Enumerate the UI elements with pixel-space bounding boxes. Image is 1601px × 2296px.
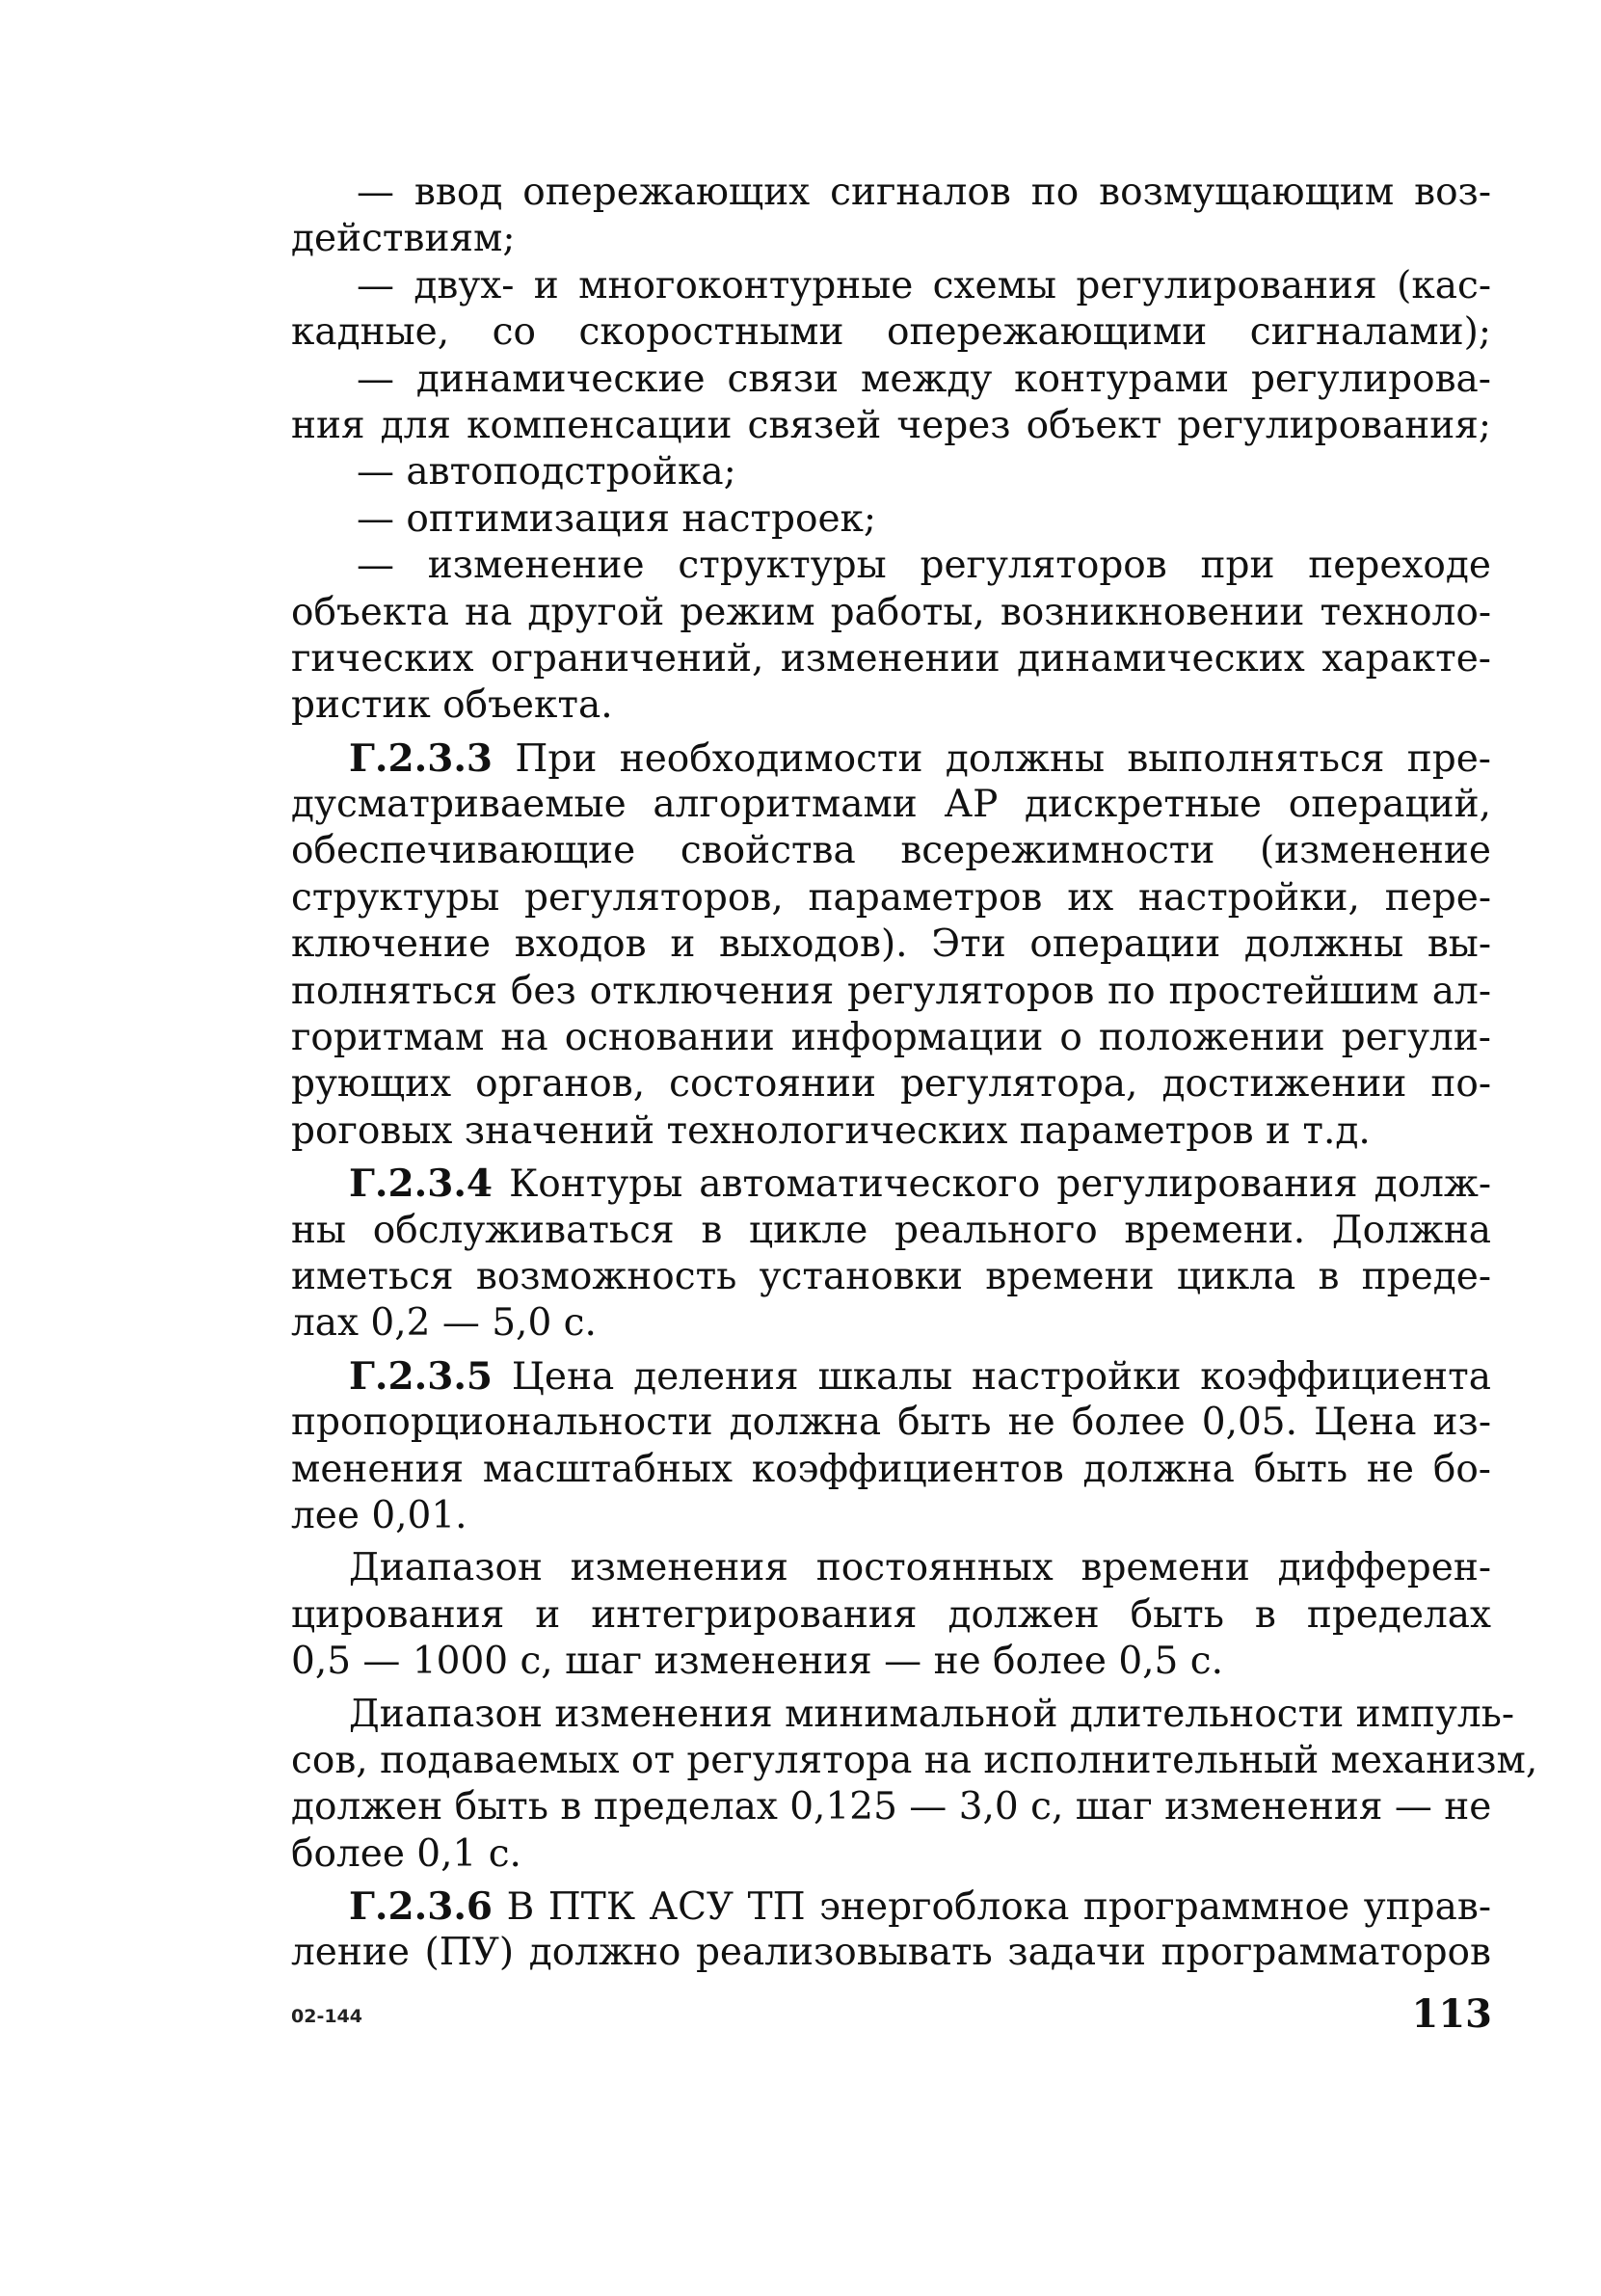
text-line: дусматриваемые алгоритмами АР дискретные операций, — [291, 783, 1491, 827]
text-line: Диапазон изменения минимальной длительности импуль- — [349, 1692, 1515, 1736]
section-number: Г.2.3.4 — [349, 1161, 494, 1207]
text-line: — двух- и многоконтурные схемы регулирования (кас- — [357, 263, 1491, 307]
paragraph-first-line — [291, 1353, 1491, 1400]
text-line: структуры регуляторов, параметров их настройки, пере- — [291, 875, 1491, 920]
text-line: пропорциональности должна быть не более 0,05. Цена из- — [291, 1401, 1491, 1445]
text-line: лее 0,01. — [291, 1493, 467, 1537]
text-line: гических ограничений, изменении динамических характе- — [291, 636, 1491, 681]
text-line: Диапазон изменения постоянных времени дифферен- — [349, 1546, 1491, 1590]
text-line: 0,5 — 1000 с, шаг изменения — не более 0,5 с. — [291, 1640, 1224, 1684]
text-line: ключение входов и выходов). Эти операции должны вы- — [291, 922, 1491, 967]
text-line: более 0,1 с. — [291, 1831, 521, 1876]
text-line: кадные, со скоростными опережающими сигналами); — [291, 310, 1491, 355]
text-line: роговых значений технологических параметров и т.д. — [291, 1108, 1371, 1153]
section-number: Г.2.3.6 — [349, 1884, 494, 1930]
footer-code: 02-144 — [291, 2006, 362, 2027]
text-line: Цена деления шкалы настройки коэффициента — [511, 1354, 1491, 1399]
text-line: Контуры автоматического регулирования долж- — [509, 1162, 1492, 1207]
text-line: горитмам на основании информации о положении регули- — [291, 1016, 1491, 1060]
text-line: менения масштабных коэффициентов должна быть не бо- — [291, 1447, 1491, 1491]
text-line: — ввод опережающих сигналов по возмущающим воз- — [357, 171, 1491, 214]
text-line: действиям; — [291, 217, 516, 261]
section-number: Г.2.3.5 — [349, 1353, 494, 1399]
text-line: объекта на другой режим работы, возникновении техноло- — [291, 590, 1491, 634]
text-line: — оптимизация настроек; — [357, 496, 877, 541]
section-number: Г.2.3.3 — [349, 735, 494, 781]
text-line: иметься возможность установки времени цикла в преде- — [291, 1254, 1491, 1298]
paragraph-first-line — [291, 1161, 1491, 1207]
text-line: ление (ПУ) должно реализовывать задачи программаторов — [291, 1931, 1491, 1975]
text-line: В ПТК АСУ ТП энергоблока программное управ- — [506, 1885, 1491, 1930]
text-line: ристик объекта. — [291, 683, 613, 728]
text-line: полняться без отключения регуляторов по простейшим ал- — [291, 969, 1491, 1013]
text-line: ны обслуживаться в цикле реального времени. Должна — [291, 1208, 1491, 1252]
text-line: должен быть в пределах 0,125 — 3,0 с, шаг изменения — не — [291, 1785, 1492, 1829]
paragraph-first-line — [291, 735, 1491, 782]
text-line: обеспечивающие свойства всережимности (изменение — [291, 829, 1491, 873]
paragraph-first-line — [291, 1883, 1491, 1930]
text-line: лах 0,2 — 5,0 с. — [291, 1301, 597, 1346]
text-line: — динамические связи между контурами регулирова- — [357, 357, 1491, 401]
text-line: рующих органов, состоянии регулятора, достижении по- — [291, 1062, 1491, 1107]
page-number: 113 — [1411, 1991, 1492, 2037]
text-line: При необходимости должны выполняться пре- — [515, 736, 1491, 781]
text-line: цирования и интегрирования должен быть в пределах — [291, 1592, 1491, 1637]
text-line: сов, подаваемых от регулятора на исполнительный механизм, — [291, 1738, 1538, 1782]
text-line: ния для компенсации связей через объект регулирования; — [291, 403, 1491, 447]
text-line: — автоподстройка; — [357, 450, 736, 494]
text-line: — изменение структуры регуляторов при переходе — [357, 544, 1491, 588]
text-body — [291, 170, 1538, 1977]
